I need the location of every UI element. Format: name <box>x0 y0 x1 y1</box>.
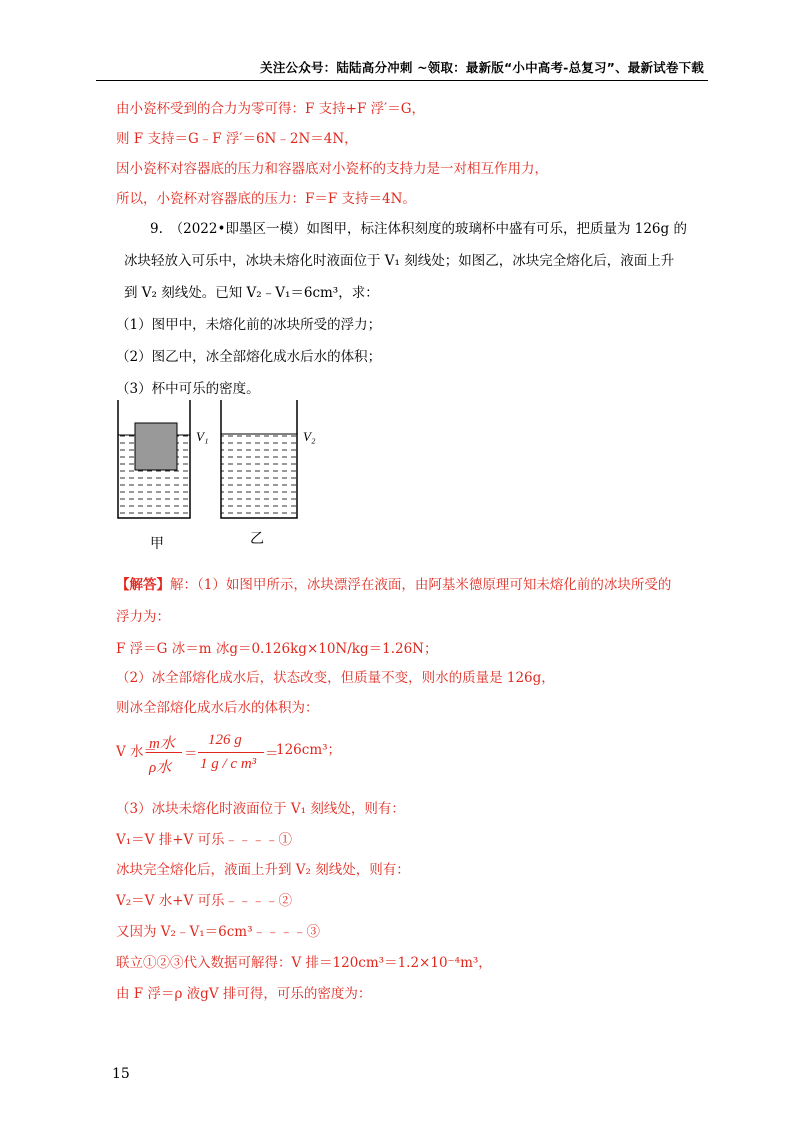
answer-line <box>116 576 671 594</box>
question-9-line: （3）杯中可乐的密度。 <box>116 381 260 397</box>
page-header: 关注公众号：陆陆高分冲刺 ~领取：最新版“小中高考-总复习”、最新试卷下载 <box>260 60 704 75</box>
volume-formula <box>116 730 416 780</box>
text-line: 因小瓷杯对容器底的压力和容器底对小瓷杯的支持力是一对相互作用力， <box>116 161 548 177</box>
answer-line: 由 F 浮＝ρ 液gV 排可得，可乐的密度为： <box>116 986 372 1002</box>
page-number: 15 <box>112 1066 130 1082</box>
formula-eq2: ＝ <box>265 746 279 762</box>
formula-num1: m水 <box>149 736 175 752</box>
question-9-line: 9. （2022•即墨区一模）如图甲，标注体积刻度的玻璃杯中盛有可乐，把质量为 126g 的 <box>150 221 687 237</box>
formula-lhs: V 水＝ <box>116 744 158 760</box>
beaker-a <box>118 400 190 518</box>
beaker-figure <box>110 398 340 558</box>
text-line: 则 F 支持＝G﹣F 浮′＝6N﹣2N＝4N， <box>116 131 358 147</box>
text-line: 所以，小瓷杯对容器底的压力：F＝F 支持＝4N。 <box>116 191 416 207</box>
answer-line: F 浮＝G 冰＝m 冰g＝0.126kg×10N/kg＝1.26N； <box>116 641 438 657</box>
question-9-line: （2）图乙中，冰全部熔化成水后水的体积； <box>116 349 382 365</box>
ice-block <box>135 423 177 470</box>
answer-line: 冰块完全熔化后，液面上升到 V₂ 刻线处，则有： <box>116 862 410 878</box>
formula-den1: ρ水 <box>149 760 172 776</box>
answer-line: 浮力为： <box>116 609 170 625</box>
label-v2: V₂ <box>303 429 316 444</box>
answer-line: （2）冰全部熔化成水后，状态改变，但质量不变，则水的质量是 126g， <box>116 670 555 686</box>
question-9-line: 到 V₂ 刻线处。已知 V₂﹣V₁＝6cm³，求： <box>124 285 379 301</box>
caption-b: 乙 <box>250 531 264 547</box>
answer-line: V₂＝V 水+V 可乐﹣﹣﹣﹣② <box>116 893 293 909</box>
fraction-bar <box>146 752 182 753</box>
label-v1: V₁ <box>196 429 209 444</box>
formula-num2: 126 g <box>208 732 242 748</box>
question-9-line: （1）图甲中，未熔化前的冰块所受的浮力； <box>116 317 382 333</box>
answer-line: 则冰全部熔化成水后水的体积为： <box>116 700 319 716</box>
text-line: 由小瓷杯受到的合力为零可得：F 支持+F 浮′＝G， <box>116 101 425 117</box>
caption-a: 甲 <box>150 536 164 552</box>
answer-line: 又因为 V₂﹣V₁＝6cm³﹣﹣﹣﹣③ <box>116 924 320 940</box>
answer-line: 联立①②③代入数据可解得：V 排＝120cm³＝1.2×10⁻⁴m³， <box>116 955 492 971</box>
answer-tag: 【解答】 <box>116 577 170 593</box>
formula-result: 126cm³； <box>276 742 342 758</box>
question-9-line: 冰块轻放入可乐中，冰块未熔化时液面位于 V₁ 刻线处；如图乙，冰块完全熔化后，液面上升 <box>124 253 675 269</box>
answer-line: V₁＝V 排+V 可乐﹣﹣﹣﹣① <box>116 832 293 848</box>
header-divider <box>96 80 708 81</box>
answer-line: （3）冰块未熔化时液面位于 V₁ 刻线处，则有： <box>116 801 405 817</box>
answer-text: 解：（1）如图甲所示，冰块漂浮在液面，由阿基米德原理可知未熔化前的冰块所受的 <box>170 577 672 593</box>
formula-den2: 1 g / c m³ <box>200 756 257 772</box>
fraction-bar <box>198 752 264 753</box>
beaker-b <box>221 400 297 518</box>
formula-eq1: ＝ <box>184 746 198 762</box>
